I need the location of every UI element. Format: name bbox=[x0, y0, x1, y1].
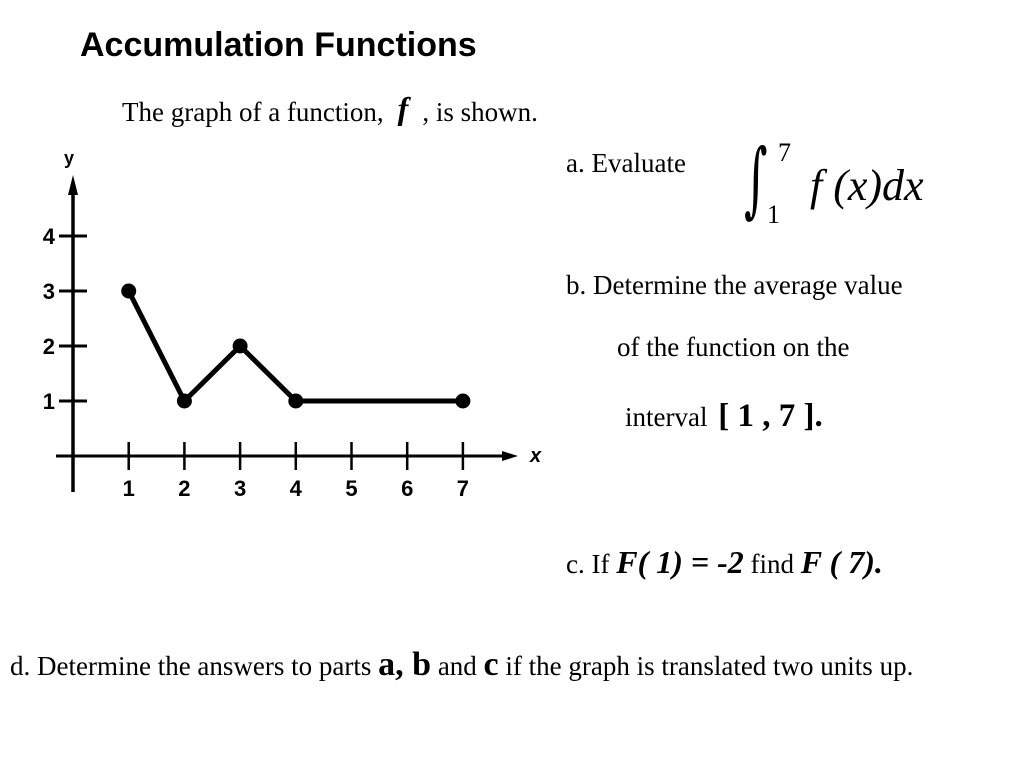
function-graph bbox=[18, 140, 542, 510]
intro-after: , is shown. bbox=[422, 97, 538, 127]
integral-upper-bound: 7 bbox=[778, 138, 791, 167]
question-d bbox=[10, 644, 1010, 687]
definite-integral bbox=[744, 132, 954, 238]
question-d-bold1: a, b bbox=[378, 646, 432, 683]
y-axis-arrow-icon bbox=[68, 175, 78, 195]
question-b-interval-prefix: interval bbox=[625, 402, 708, 432]
question-c bbox=[566, 544, 883, 581]
question-d-part2: and bbox=[437, 651, 477, 681]
function-symbol: f bbox=[397, 90, 409, 126]
question-c-given: F( 1) = -2 bbox=[616, 544, 744, 580]
x-tick-label: 4 bbox=[289, 476, 302, 501]
x-axis-label: x bbox=[530, 445, 542, 467]
function-point bbox=[121, 284, 136, 299]
question-d-bold2: c bbox=[483, 646, 499, 683]
question-b-line1: b. Determine the average value bbox=[566, 270, 903, 300]
question-c-middle: find bbox=[750, 549, 795, 579]
intro-before: The graph of a function, bbox=[122, 97, 384, 127]
x-tick-label: 2 bbox=[178, 476, 191, 501]
y-tick-label: 4 bbox=[42, 224, 55, 249]
x-tick-label: 1 bbox=[122, 476, 135, 501]
x-axis-arrow-icon bbox=[502, 451, 518, 461]
question-d-part1: d. Determine the answers to parts bbox=[10, 651, 372, 681]
question-b-line2: of the function on the bbox=[617, 332, 850, 362]
page-title: Accumulation Functions bbox=[80, 26, 477, 64]
x-tick-label: 6 bbox=[401, 476, 414, 501]
question-c-prefix: c. If bbox=[566, 549, 610, 579]
question-d-part3: if the graph is translated two units up. bbox=[505, 651, 914, 681]
x-tick-label: 3 bbox=[233, 476, 247, 501]
y-axis-label: y bbox=[63, 148, 75, 168]
y-tick-label: 2 bbox=[42, 334, 55, 359]
question-b-interval: [ 1 , 7 ]. bbox=[718, 398, 823, 434]
function-point bbox=[455, 394, 470, 409]
intro-text bbox=[122, 92, 538, 129]
function-point bbox=[233, 339, 248, 354]
question-c-target: F ( 7). bbox=[800, 544, 883, 580]
integral-sign-icon: ∫ bbox=[744, 132, 768, 227]
integrand: f (x)dx bbox=[810, 161, 924, 210]
function-line bbox=[129, 291, 463, 401]
y-tick-label: 1 bbox=[42, 389, 55, 414]
x-tick-label: 7 bbox=[456, 476, 470, 501]
y-tick-label: 3 bbox=[42, 279, 55, 304]
integral-lower-bound: 1 bbox=[767, 200, 780, 229]
question-b-line3 bbox=[625, 398, 823, 435]
question-a-label: a. Evaluate bbox=[566, 148, 686, 178]
function-point bbox=[288, 394, 303, 409]
x-tick-label: 5 bbox=[345, 476, 358, 501]
function-point bbox=[177, 394, 192, 409]
